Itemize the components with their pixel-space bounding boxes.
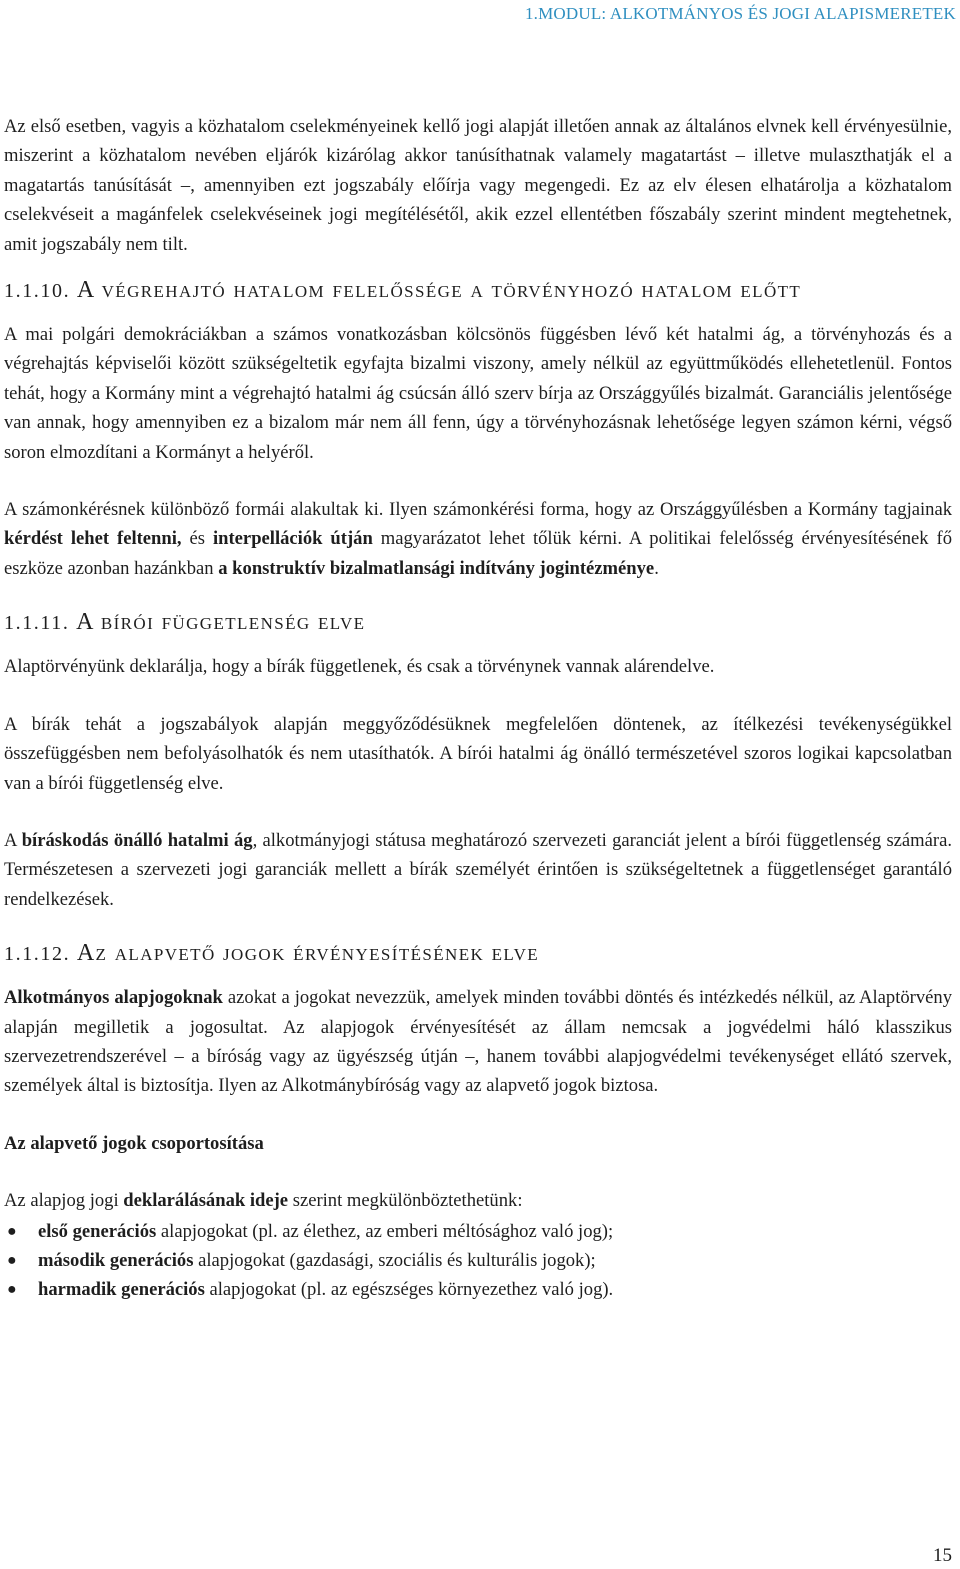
section-paragraph (4, 826, 952, 914)
section-paragraph: A bírák tehát a jogszabályok alapján meggyőződésüknek megfelelően döntenek, az ítélkezési tevékenységükkel összefüggésben nem befolyásolhatók és nem utasíthatók. A bírói hatalmi ág önálló természetével szoros logikai kapcsolatban van a bírói függetlenség elve. (4, 713, 952, 794)
section-title: A bírói függetlenség elve (76, 609, 366, 636)
section-paragraph (4, 983, 952, 1101)
text-run: azokat a jogokat nevezzük, amelyek minden további döntés és intézkedés nélkül, az Alaptörvény alapján megilletik a jogosultat. Az alapjogok érvényesítését az állam nemcsak a jogvédelmi háló klasszikus szervezetrendszerével – a bíróság vagy az ügyészség útján –, hanem további alapjogvédelmi tevékenységet ellátó szervek, személyek által is biztosítja. Ilyen az Alkotmánybíróság vagy az alapvető jogok biztosa. (4, 987, 953, 1097)
section-heading-1-1-12 (4, 938, 952, 969)
section-paragraph (4, 1186, 952, 1215)
bold-term: második generációs (38, 1249, 194, 1271)
section-number: 1.1.10. (4, 280, 71, 303)
text-run: és (181, 528, 213, 550)
section-number: 1.1.12. (4, 943, 71, 966)
text-run: , alkotmányjogi státusa meghatározó szervezeti garanciát jelent a bírói függetlenség számára. Természetesen a szervezeti jogi garanciák mellett a bírák személyét érintően is szükségeltetnek a függetlenséget garantáló rendelkezések. (4, 829, 952, 910)
intro-paragraph: Az első esetben, vagyis a közhatalom cselekményeinek kellő jogi alapját illetően annak az általános elvnek kell érvényesülnie, miszerint a közhatalom nevében eljárók kizárólag akkor tanúsíthatnak valamely magatartást – illetve mulaszthatják el a magatartás tanúsítását –, amennyiben ezt jogszabály előírja vagy megengedi. Ez az elv élesen elhatárolja a közhatalom cselekvéseit a magánfelek cselekvéseinek jogi megítélésétől, akik ezzel ellentétben főszabály szerint mindent megtehetnek, amit jogszabály nem tilt. (4, 116, 952, 255)
subheading-text: Az alapvető jogok csoportosítása (4, 1132, 264, 1154)
text-run: alapjogokat (pl. az egészséges környezethez való jog). (204, 1279, 614, 1301)
page-number: 15 (933, 1545, 952, 1566)
text-run: A (4, 829, 22, 851)
subheading (4, 1129, 952, 1158)
section-title: Az alapvető jogok érvényesítésének elve (76, 940, 540, 967)
section-paragraph: A mai polgári demokráciákban a számos vonatkozásban kölcsönös függésben lévő két hatalmi ág, a törvényhozás és a végrehajtás képviselői között szükségeltetik egyfajta bizalmi viszony, amely nélkül az együttműködés ellehetetlenül. Fontos tehát, hogy a Kormány mint a végrehajtó hatalmi ág csúcsán álló szerv bírja az Országgyűlés bizalmát. Garanciális jelentősége van annak, hogy amennyiben ez a bizalom már nem áll fenn, úgy a törvényhozásnak lehetősége legyen számon kérni, végső soron elmozdítani a Kormányt a helyéről. (4, 324, 952, 463)
text-run: Az alapjog jogi (4, 1190, 124, 1212)
text-run: magyarázatot lehet tőlük kérni. A politikai felelősség érvényesítésének fő eszköze azonban hazánkban (4, 528, 952, 579)
section-paragraph (4, 495, 952, 583)
text-run: alapjogokat (pl. az élethez, az emberi méltósághoz való jog); (156, 1220, 614, 1242)
bullet-icon: ● (7, 1251, 17, 1269)
section-paragraph: Alaptörvényünk deklarálja, hogy a bírák függetlenek, és csak a törvénynek vannak alárendelve. (4, 656, 715, 678)
text-run: A számonkérésnek különböző formái alakultak ki. Ilyen számonkérési forma, hogy az Országgyűlésben a Kormány tagjainak (4, 499, 952, 521)
page-content (4, 112, 952, 1305)
section-heading-1-1-10 (4, 275, 952, 306)
bold-term: kérdést lehet feltenni, (4, 528, 182, 550)
list-item (4, 1275, 952, 1304)
bold-term: harmadik generációs (38, 1279, 205, 1301)
bold-term: Alkotmányos alapjogoknak (4, 987, 223, 1009)
section-number: 1.1.11. (4, 612, 70, 635)
bold-term: interpellációk útján (212, 528, 373, 550)
bold-term: első generációs (38, 1220, 157, 1242)
bold-term: bíráskodás önálló hatalmi ág (21, 829, 253, 851)
section-title: A végrehajtó hatalom felelőssége a törvényhozó hatalom előtt (76, 277, 802, 304)
running-header: 1.MODUL: ALKOTMÁNYOS ÉS JOGI ALAPISMERETEK (524, 4, 956, 23)
bold-term: a konstruktív bizalmatlansági indítvány jogintézménye (218, 557, 655, 579)
text-run: alapjogokat (gazdasági, szociális és kulturális jogok); (193, 1249, 596, 1271)
list-item (4, 1217, 952, 1246)
bullet-icon: ● (7, 1222, 17, 1240)
list-item (4, 1246, 952, 1275)
bullet-icon: ● (7, 1281, 17, 1299)
bold-term: deklarálásának ideje (123, 1190, 289, 1212)
text-run: szerint megkülönböztethetünk: (288, 1190, 523, 1212)
section-heading-1-1-11 (4, 607, 952, 638)
text-run: . (654, 557, 659, 579)
generation-list (4, 1217, 952, 1305)
